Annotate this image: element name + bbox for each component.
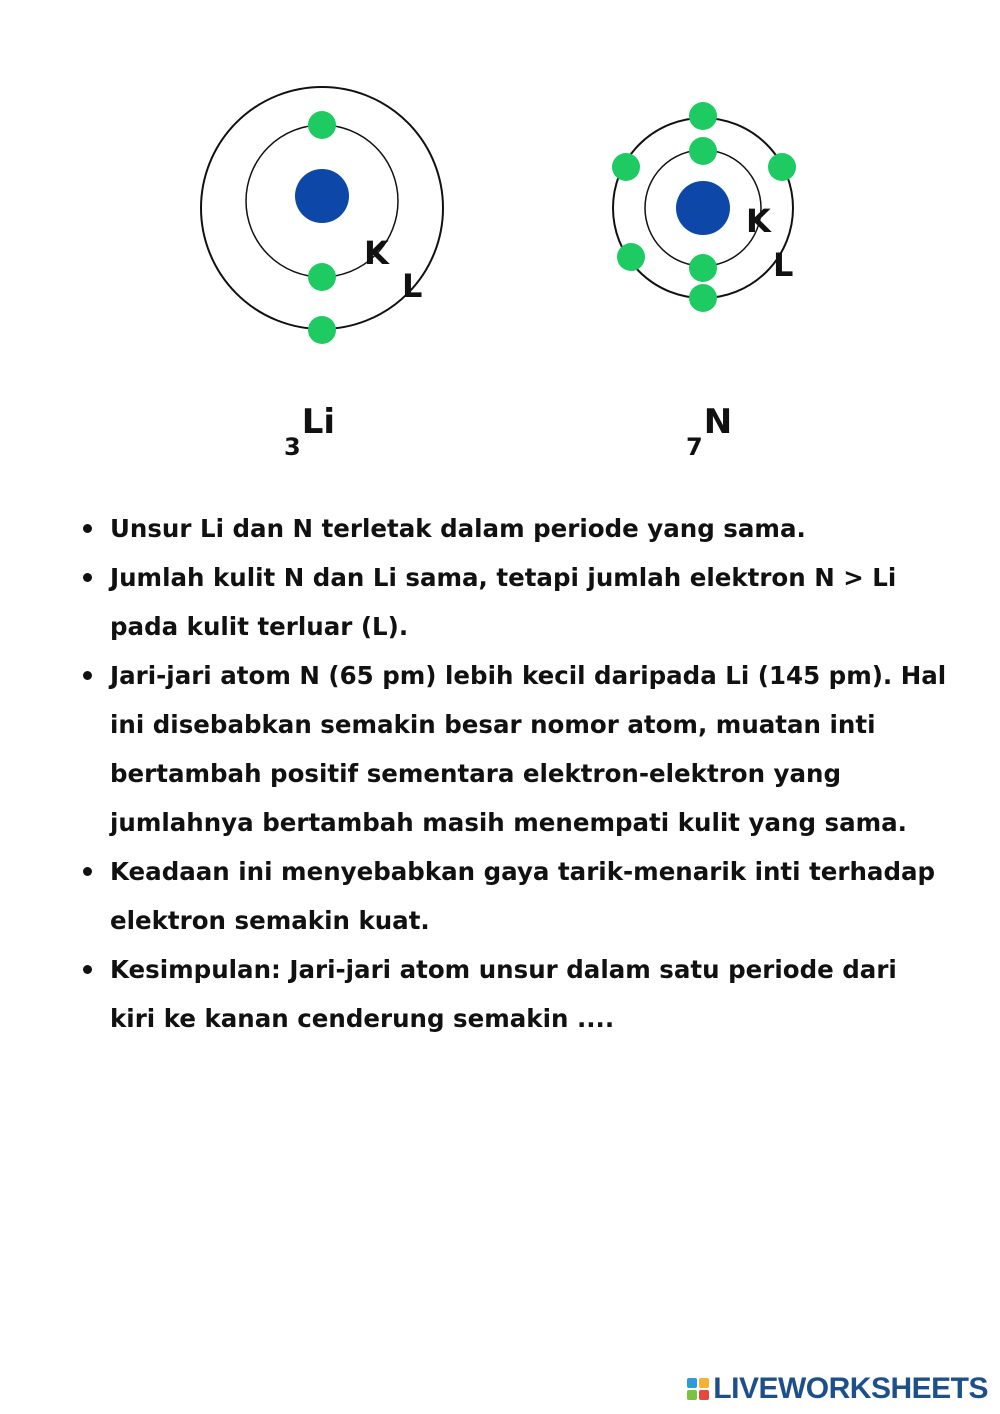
n-shell-label-l: L — [773, 246, 794, 284]
brand-name: LIVEWORKSHEETS — [713, 1372, 988, 1405]
n-element-symbol: N — [703, 402, 733, 442]
n-electron-l-4 — [617, 243, 645, 271]
atom-diagrams — [0, 0, 1000, 400]
n-atom-diagram — [612, 102, 796, 312]
n-electron-l-5 — [689, 284, 717, 312]
n-symbol — [686, 402, 733, 461]
n-atomic-number: 7 — [686, 433, 703, 461]
bullet-text: Kesimpulan: Jari-jari atom unsur dalam satu periode dari kiri ke kanan cenderung semakin .... — [110, 955, 897, 1033]
n-electron-k-1 — [689, 137, 717, 165]
n-electron-l-1 — [689, 102, 717, 130]
explanation-list — [80, 504, 950, 1043]
li-electron-l-1 — [308, 316, 336, 344]
bullet-text: Jari-jari atom N (65 pm) lebih kecil daripada Li (145 pm). Hal ini disebabkan semakin besar nomor atom, muatan inti bertambah positif sementara elektron-elektron yang jumlahnya bertambah masih menempati kulit yang sama. — [110, 661, 947, 837]
bullet-text: Keadaan ini menyebabkan gaya tarik-menarik inti terhadap elektron semakin kuat. — [110, 857, 936, 935]
liveworksheets-logo-icon — [687, 1378, 709, 1400]
li-atomic-number: 3 — [284, 433, 301, 461]
bullet-icon — [83, 524, 92, 533]
bullet-icon — [83, 867, 92, 876]
li-nucleus — [295, 169, 349, 223]
li-electron-k-1 — [308, 111, 336, 139]
list-item — [80, 553, 950, 651]
n-nucleus — [676, 181, 730, 235]
bullet-icon — [83, 573, 92, 582]
list-item — [80, 504, 950, 553]
n-electron-l-3 — [768, 153, 796, 181]
liveworksheets-brand[interactable] — [687, 1372, 988, 1406]
li-atom-diagram — [201, 87, 443, 344]
bullet-icon — [83, 965, 92, 974]
n-shell-label-k: K — [746, 202, 771, 240]
li-electron-k-2 — [308, 263, 336, 291]
li-symbol — [284, 402, 336, 461]
list-item — [80, 847, 950, 945]
bullet-text: Unsur Li dan N terletak dalam periode yang sama. — [110, 514, 806, 543]
bullet-text: Jumlah kulit N dan Li sama, tetapi jumlah elektron N > Li pada kulit terluar (L). — [110, 563, 897, 641]
n-electron-l-2 — [612, 153, 640, 181]
li-shell-label-k: K — [364, 234, 389, 272]
list-item — [80, 651, 950, 847]
bullet-icon — [83, 671, 92, 680]
li-shell-label-l: L — [402, 267, 423, 305]
list-item — [80, 945, 950, 1043]
n-electron-k-2 — [689, 254, 717, 282]
li-element-symbol: Li — [301, 402, 336, 442]
